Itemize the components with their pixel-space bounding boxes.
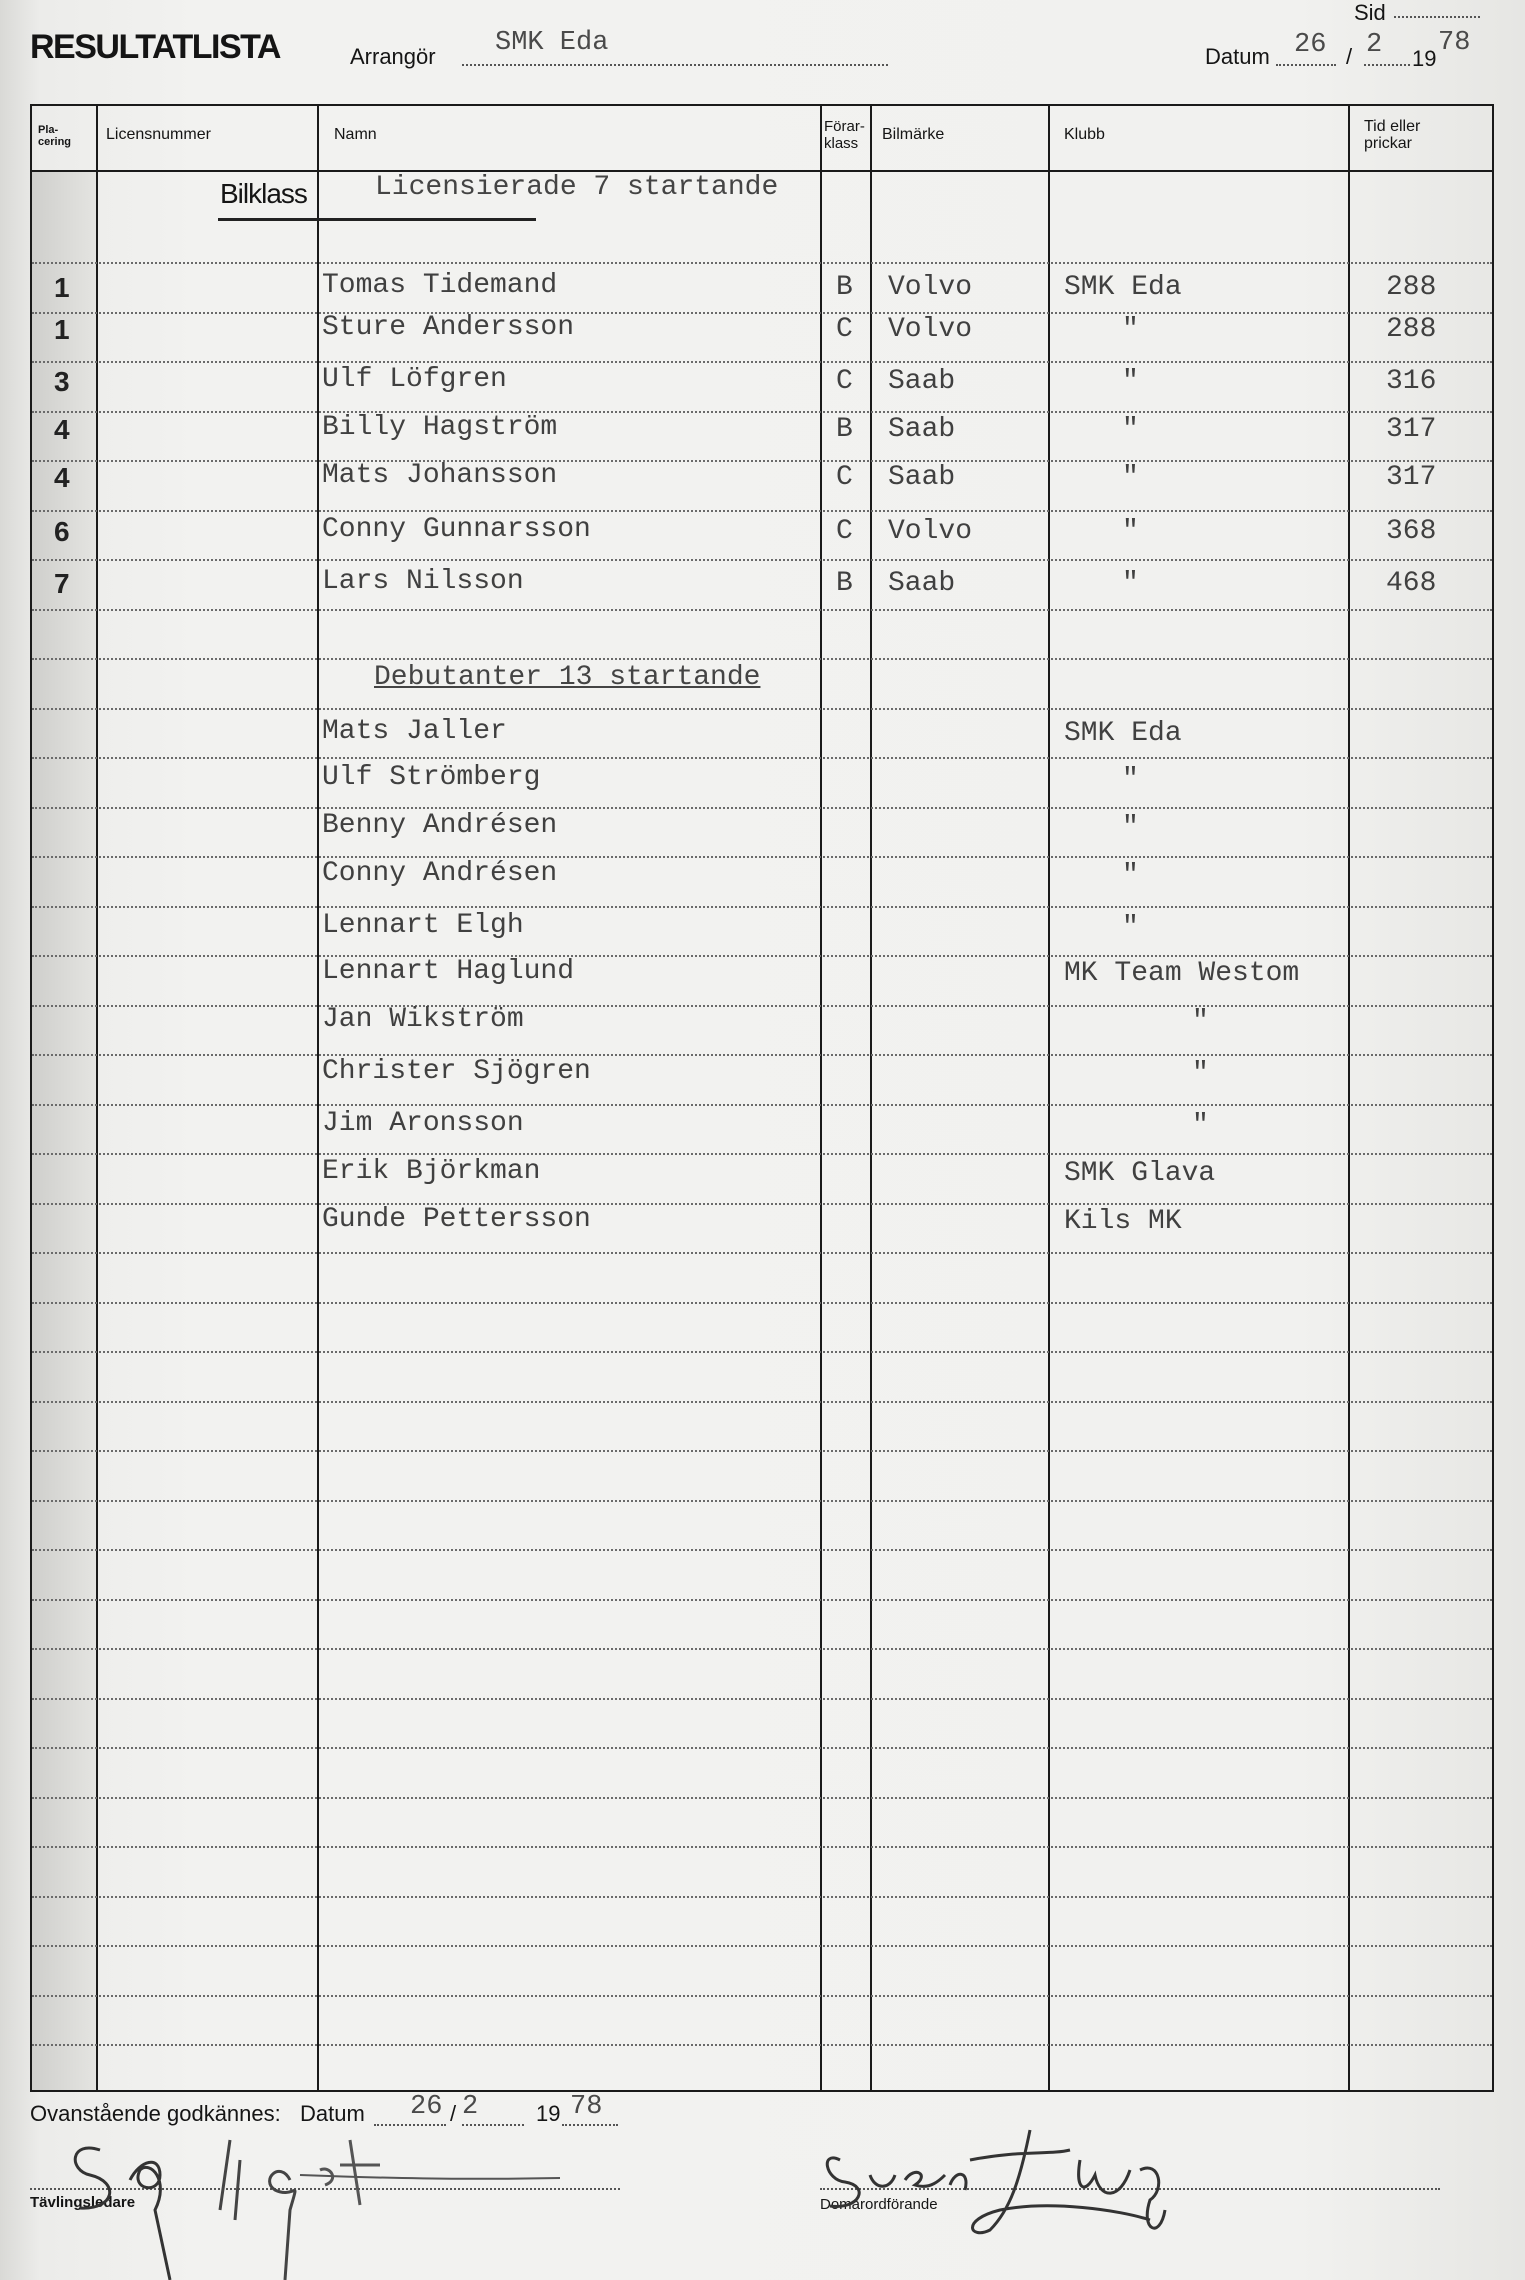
footer-datum-label: Datum: [300, 2101, 365, 2126]
driver-class: C: [836, 366, 853, 397]
car-brand: Saab: [888, 568, 956, 599]
placement-value: 1: [54, 272, 70, 303]
row-line: [32, 1054, 1492, 1056]
arranger-underline: [462, 64, 888, 66]
row-line: [32, 658, 1492, 660]
row-line: [32, 262, 1492, 264]
placement-value: 4: [54, 414, 70, 445]
row-line: [32, 1945, 1492, 1947]
sid-label: Sid: [1354, 0, 1386, 25]
car-brand: Saab: [888, 414, 956, 445]
row-line: [32, 2044, 1492, 2046]
arranger-label: Arrangör: [350, 44, 436, 69]
driver-name: Mats Jaller: [322, 716, 507, 747]
row-line: [32, 1252, 1492, 1254]
footer-datum-month: 2: [462, 2092, 479, 2122]
col-header-forarklass: Förar- klass: [824, 118, 865, 152]
driver-name: Billy Hagström: [322, 412, 558, 443]
row-line: [32, 1846, 1492, 1848]
car-brand: Volvo: [888, 314, 973, 345]
club-name: ": [1122, 764, 1139, 795]
footer-datum-day: 26: [410, 2092, 443, 2122]
bilklass-underline: [218, 218, 536, 221]
result-value: 316: [1386, 366, 1437, 397]
driver-name: Christer Sjögren: [322, 1056, 591, 1087]
col-divider-1: [96, 106, 98, 2090]
driver-class: B: [836, 414, 853, 445]
driver-name: Ulf Strömberg: [322, 762, 541, 793]
club-name: ": [1122, 314, 1139, 345]
club-name: ": [1122, 516, 1139, 547]
club-name: SMK Glava: [1064, 1158, 1216, 1189]
col-header-bilmarke: Bilmärke: [882, 126, 945, 143]
placement-value: 7: [54, 568, 70, 599]
driver-name: Conny Andrésen: [322, 858, 558, 889]
placement-value: 3: [54, 366, 70, 397]
row-line: [32, 856, 1492, 858]
driver-name: Erik Björkman: [322, 1156, 541, 1187]
bilklass-value: Licensierade 7 startande: [375, 172, 779, 203]
row-line: [32, 757, 1492, 759]
row-line: [32, 460, 1492, 462]
driver-class: C: [836, 462, 853, 493]
driver-name: Mats Johansson: [322, 460, 558, 491]
bilklass-label: Bilklass: [220, 178, 307, 209]
driver-name: Benny Andrésen: [322, 810, 558, 841]
result-value: 288: [1386, 272, 1437, 303]
row-line: [32, 1401, 1492, 1403]
row-line: [32, 955, 1492, 957]
datum-century: 19: [1412, 46, 1437, 71]
row-line: [32, 1104, 1492, 1106]
club-name: ": [1122, 462, 1139, 493]
row-line: [32, 361, 1492, 363]
driver-name: Jim Aronsson: [322, 1108, 524, 1139]
row-line: [32, 1351, 1492, 1353]
result-value: 468: [1386, 568, 1437, 599]
footer-datum-sep: /: [450, 2101, 457, 2126]
row-line: [32, 609, 1492, 611]
club-name: SMK Eda: [1064, 718, 1182, 749]
club-name: SMK Eda: [1064, 272, 1182, 303]
driver-name: Lennart Elgh: [322, 910, 524, 941]
datum-day: 26: [1294, 30, 1327, 60]
club-name: MK Team Westom: [1064, 958, 1300, 989]
datum-day-underline: [1276, 64, 1336, 66]
row-line: [32, 1302, 1492, 1304]
row-line: [32, 906, 1492, 908]
page-title: RESULTATLISTA: [30, 28, 280, 66]
car-brand: Volvo: [888, 272, 973, 303]
club-name: ": [1122, 568, 1139, 599]
row-line: [32, 1450, 1492, 1452]
datum-month-underline: [1364, 64, 1410, 66]
col-header-namn: Namn: [334, 126, 377, 143]
datum-sep: /: [1346, 44, 1353, 69]
row-line: [32, 312, 1492, 314]
result-value: 317: [1386, 414, 1437, 445]
row-line: [32, 807, 1492, 809]
driver-name: Gunde Pettersson: [322, 1204, 591, 1235]
row-line: [32, 1599, 1492, 1601]
col-divider-3: [820, 106, 822, 2090]
row-line: [32, 1896, 1492, 1898]
result-value: 317: [1386, 462, 1437, 493]
arranger-value: SMK Eda: [495, 28, 609, 58]
driver-name: Sture Andersson: [322, 312, 575, 343]
datum-label: Datum: [1205, 44, 1270, 69]
row-line: [32, 1698, 1492, 1700]
row-line: [32, 1747, 1492, 1749]
driver-class: B: [836, 272, 853, 303]
col-divider-5: [1048, 106, 1050, 2090]
driver-name: Lennart Haglund: [322, 956, 575, 987]
club-name: Kils MK: [1064, 1206, 1182, 1237]
row-line: [32, 559, 1492, 561]
row-line: [32, 708, 1492, 710]
row-line: [32, 1500, 1492, 1502]
datum-year: 78: [1438, 28, 1471, 58]
driver-name: Jan Wikström: [322, 1004, 524, 1035]
row-line: [32, 510, 1492, 512]
row-line: [32, 1648, 1492, 1650]
sid-underline: [1394, 16, 1480, 18]
row-line: [32, 1153, 1492, 1155]
datum-month: 2: [1366, 30, 1383, 60]
club-name: ": [1192, 1006, 1209, 1037]
driver-name: Lars Nilsson: [322, 566, 524, 597]
row-line: [32, 1549, 1492, 1551]
driver-class: B: [836, 568, 853, 599]
result-value: 368: [1386, 516, 1437, 547]
car-brand: Volvo: [888, 516, 973, 547]
judge-signature-image: [820, 2120, 1220, 2250]
club-name: ": [1122, 912, 1139, 943]
col-header-licensnummer: Licensnummer: [106, 126, 211, 143]
row-line: [32, 1005, 1492, 1007]
col-divider-6: [1348, 106, 1350, 2090]
debutanter-title: Debutanter 13 startande: [374, 662, 761, 693]
leader-label: Tävlingsledare: [30, 2194, 136, 2211]
club-name: ": [1122, 812, 1139, 843]
club-name: ": [1122, 860, 1139, 891]
club-name: ": [1122, 366, 1139, 397]
club-name: ": [1192, 1058, 1209, 1089]
car-brand: Saab: [888, 366, 956, 397]
driver-name: Tomas Tidemand: [322, 270, 558, 301]
club-name: ": [1192, 1110, 1209, 1141]
driver-class: C: [836, 516, 853, 547]
judge-label: Domarordförande: [820, 2196, 938, 2213]
approved-label: Ovanstående godkännes:: [30, 2101, 281, 2126]
row-line: [32, 1797, 1492, 1799]
col-header-tid: Tid eller prickar: [1364, 118, 1421, 152]
col-divider-4: [870, 106, 872, 2090]
placement-value: 4: [54, 462, 70, 493]
result-value: 288: [1386, 314, 1437, 345]
driver-name: Conny Gunnarsson: [322, 514, 591, 545]
car-brand: Saab: [888, 462, 956, 493]
results-table: [30, 104, 1494, 2092]
col-divider-2: [317, 106, 319, 2090]
placement-value: 1: [54, 314, 70, 345]
row-line: [32, 411, 1492, 413]
col-header-placering: Pla- cering: [38, 124, 72, 148]
row-line: [32, 1203, 1492, 1205]
footer-datum-year: 78: [570, 2092, 603, 2122]
club-name: ": [1122, 414, 1139, 445]
leader-signature-image: [60, 2120, 580, 2280]
placement-value: 6: [54, 516, 70, 547]
driver-class: C: [836, 314, 853, 345]
driver-name: Ulf Löfgren: [322, 364, 507, 395]
col-header-klubb: Klubb: [1064, 126, 1105, 143]
row-line: [32, 1995, 1492, 1997]
footer-datum-century: 19: [536, 2101, 561, 2126]
